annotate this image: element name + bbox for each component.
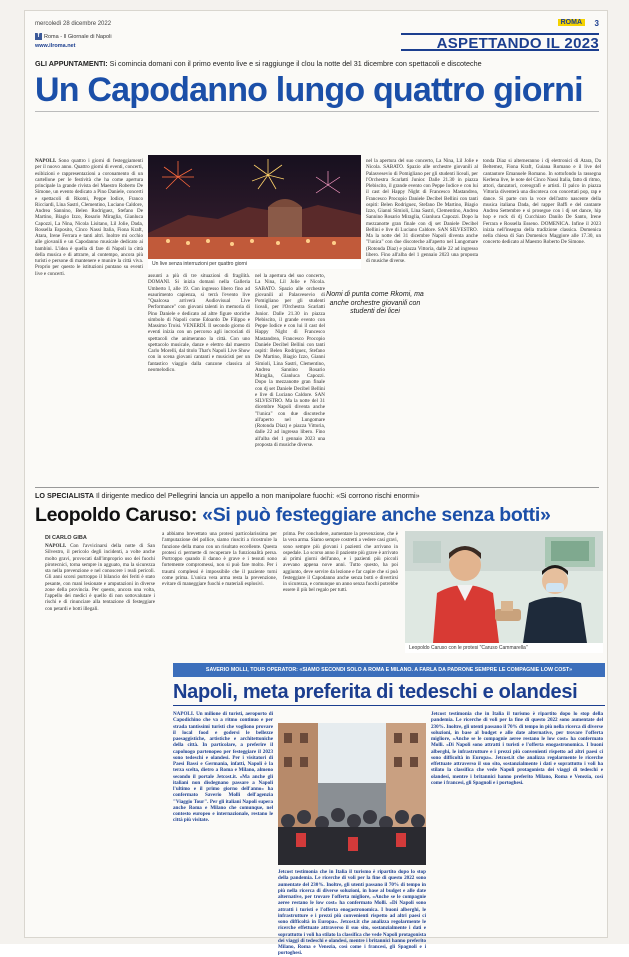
article1-column-3a: [255, 273, 325, 480]
article2-kicker-label: LO SPECIALISTA: [35, 491, 94, 500]
article2-headline: [35, 502, 551, 528]
fireworks-image: [148, 155, 361, 259]
facebook-icon: f: [35, 33, 42, 40]
article2-photo: [405, 531, 603, 643]
article3-dateline: NAPOLI.: [173, 711, 195, 717]
article3-column-2: [431, 711, 603, 933]
article3-column-1-text: Un milione di turisti, aeroporto di Capodichino che va a ritmo continuo e per strada tantissimi turisti che vogliono provare il local food e godersi le bellezze paesaggistiche, artistiche e architettoniche della città. In particolare, a preferire il capoluogo partenopeo per festeggiare il 2023 sono tedeschi e olandesi. Per i visitatori di Paesi Bassi e Germania, infatti, Napoli è la terza scelta, dietro a Roma e Milano, almeno secondo il portale Jetcost.it. «Ma anche gli italiani non disdegnano passare a Napoli l'ultimo e il primo giorno dell'anno» ha confermato Saverio Molli dell'agenzia "Viaggio Tour". Per gli italiani Napoli supera anche Roma e Milano che comunque, nel contesto europeo e internazionale, restano le città più visitate.: [173, 711, 273, 824]
article2-column-2-text: a abbiamo brevettato una protesi particolarissima per l'amputazione del pollice, siamo riusciti a ricostruire la funzione della mano con un risultato eccellente. Questa protesi ci permette di recuperare la funzionalità persa. Purtroppo quando il danno è grave e i tessuti sono fortemente compromessi, non si può fare molto. Per i traumi complessi è impossibile che il paziente torni come prima. L'unica vera arma resta la prevenzione, evitare di maneggiare fuochi e materiali esplosivi.: [162, 531, 277, 587]
article1-column-2: [148, 273, 250, 480]
city-label: ROMA: [558, 19, 585, 26]
article3-kicker-band: SAVERIO MOLLI, TOUR OPERATOR: «SIAMO SECONDI SOLO A ROMA E MILANO. A FARLA DA PADRONE SEMPRE LE COMPAGNIE LOW COST»: [173, 663, 605, 677]
doctor-portrait-image: [405, 531, 603, 643]
article1-kicker-label: GLI APPUNTAMENTI: [35, 59, 106, 68]
page-header: [35, 19, 599, 31]
newspaper-page: [24, 10, 608, 957]
article2-kicker: [35, 491, 599, 500]
article3-headline: Napoli, meta preferita di tedeschi e olandesi: [173, 681, 578, 703]
article3-column-1: [173, 711, 273, 931]
article1-column-4: [366, 158, 478, 480]
article1-column-4-text: nel la apertura del suo concerto, La Nina, Lil Jolie e Nicola. SABATO. Spazio alle orchestre giovanili al Palasvesevio di Pomigliano per gli studenti liceali, per l'Orchestra Scarlatti Junior. Dalle 21.30 in piazza Plebiscito, il grande evento con Peppe Iodice e con lui il cast del Happy Night di Francesco Mastandrea, Francesco Procopio Daniele Decibel Bellini con tanti ospiti: Belen Rodriguez, Stefano De Martino, Biagio Izzo, Gianni Simioli, Lina Sastri, Clementino, Andrea Sannino Rosario Miraglia, Gianluca Capozzi. Dopo la mezzanotte gran finale con dj set Daniele Decibel Bellini e live di Luciano Caldore. SAN SILVESTRO. Ma la notte del 31 dicembre Napoli diventa anche "l'unica" con due discoteche all'aperto nel Lungomare (Rotonda Diaz) e piazza Vittoria, dalle 22 ad ingresso libero. Fino all'alba del 1 gennaio 2023 una proposta di musiche diverse.: [366, 158, 478, 264]
page-number: 3: [594, 19, 599, 28]
article1-column-1: [35, 158, 143, 480]
section-title: ASPETTANDO IL 2023: [436, 35, 599, 52]
article1-photo-caption: Un live senza interruzioni per quattro giorni: [148, 260, 361, 269]
article1-column-5: [483, 158, 601, 480]
article2-column-1: [45, 543, 155, 653]
article1-kicker: GLI APPUNTAMENTI: Si comincia domani con il primo evento live e si raggiunge il clou la notte del 31 dicembre con spettacoli e discoteche: [35, 59, 482, 68]
facebook-line[interactable]: [35, 33, 112, 40]
section-banner: [401, 33, 599, 51]
article3-column-2-text: Jetcost testimonia che in Italia il turismo è ripartito dopo lo stop della pandemia. Le ricerche di voli per la fine di questo 2022 sono aumentate del 230%. Inoltre, gli utenti passano il 70% di tempo in più nella ricerca di diverse soluzioni, in base al budget e alle date alternative, per trovare l'offerta migliore, «Anche se le compagnie aeree restano le low cost» ha confermato Molli. «Di Napoli sono attratti i turisti e l'offerta enogastronomica. I buoni alberghi, le infrastrutture e i prezzi più convenienti rispetto ad altri paesi ci sono difficoltà in Europa». Jetcost.it che analizza regolarmente le ricerche effettuate attraverso il suo sito, sostanzialmente i dati e soprattutto i voli ha stilato la classifica che vede Napoli protagonista dei viaggi di tedeschi e olandesi, mentre i britannici hanno preferito Milano, Roma e Venezia, così come i francesi, gli Spagnoli e i portoghesi.: [431, 711, 603, 786]
article2-kicker-text: Il dirigente medico del Pellegrini lancia un appello a non manipolare fuochi: «Si corrono rischi enormi»: [95, 491, 420, 500]
article2-headline-name: Leopoldo Caruso:: [35, 504, 198, 526]
divider: [35, 111, 599, 112]
article2-column-3-text: prima. Per concludere, aumentare la prevenzione, che è la vera arma. Siamo sempre costretti a vedere casi gravi, sono sempre più giovani i pazienti che arrivano in ospedale. Lo scorso anno il paziente più grave è arrivato ai primi giorni dell'anno, e i pazienti più piccoli avevano appena nove anni. Tutto questo, ha poi aggiunto, deve servire da lezione e far capire che si può festeggiare il Capodanno anche senza botti e divertirsi in sicurezza, e comunque un anno senza fuochi potrebbe essere il più bel regalo per tutti.: [283, 531, 398, 594]
divider: [35, 487, 599, 488]
article3-column-3-text: Jetcost testimonia che in Italia il turismo è ripartito dopo lo stop della pandemia. Le ricerche di voli per la fine di questo 2022 sono aumentate del 230%. Inoltre, gli utenti passano il 70% di tempo in più nella ricerca di diverse soluzioni, in base al budget e alle date alternative, per trovare l'offerta migliore, «Anche se le compagnie aeree restano le low cost» ha confermato Molli. «Di Napoli sono attratti i turisti e l'offerta enogastronomica. I buoni alberghi, le infrastrutture e i prezzi più convenienti rispetto ad altri paesi ci sono difficoltà in Europa». Jetcost.it che analizza regolarmente le ricerche effettuate attraverso il suo sito, sostanzialmente i dati e soprattutto i voli ha stilato la classifica che vede Napoli protagonista dei viaggi di tedeschi e olandesi, mentre i britannici hanno preferito Milano, Roma e Venezia, così come i francesi, gli Spagnoli e i portoghesi.: [278, 869, 426, 957]
article1-dateline: NAPOLI.: [35, 158, 57, 164]
divider: [173, 705, 605, 706]
article2-dateline: NAPOLI.: [45, 543, 67, 549]
article1-column-3-text: nel la apertura del suo concerto, La Nina, Lil Jolie e Nicola. SABATO. Spazio alle orchestre giovanili al Palasvesevio di Pomigliano per gli studenti liceali, per l'Orchestra Scarlatti Junior. Dalle 21.30 in piazza Plebiscito, il grande evento con Peppe Iodice e con lui il cast del Happy Night di Francesco Mastandrea, Francesco Procopio Daniele Decibel Bellini con tanti ospiti: Belen Rodriguez, Stefano De Martino, Biagio Izzo, Gianni Simioli, Lina Sastri, Clementino, Andrea Sannino Rosario Miraglia, Gianluca Capozzi. Dopo la mezzanotte gran finale con dj set Daniele Decibel Bellini e live di Luciano Caldore. SAN SILVESTRO. Ma la notte del 31 dicembre Napoli diventa anche "l'unica" con due discoteche all'aperto nel Lungomare (Rotonda Diaz) e piazza Vittoria, dalle 22 ad ingresso libero. Fino all'alba del 1 gennaio 2023 una proposta di musiche diverse.: [255, 273, 325, 448]
article1-column-1-text: Sono quattro i giorni di festeggiamenti per il nuovo anno. Quattro giorni di eventi, concerti, esibizioni e rappresentazioni a coronamento di un cartellone per le festività che ha come apertura principale la grande rivista del Maestro Roberto De Simone, un evento dedicato a Pino Daniele, concerti e spettacoli di Rkomi, Peppe Iodice, Franco Ricciardi, Lina Sastri, Clementino, Luciano Caldore, Andrea Sannino, Belen Rodriguez, Stefano De Martino, Biagio Izzo, Rosario Miraglia, Gianluca Capozzi, La Nina, Nicola Lisitano, Lil Jolie, Dada, Rossella Esposito, Cinco Nassi Italia, Fiona Kraft, Atara, Irene Ferrara e tanti altri. Inoltre mi occhio alle giovanili e un Capodanno musicale dedicato ai bambini. L'idea è quella di fare di Napoli la città della musica e di attrarre, al contempo, ancora più turisti e persone di mantenere e munire la città viva. Proprio per questo le istituzioni puntano su eventi live e concerti.: [35, 158, 143, 277]
article2-byline: DI CARLO GIBA: [45, 535, 87, 541]
article3-column-3: [278, 869, 426, 957]
issue-date: mercoledì 28 dicembre 2022: [35, 21, 112, 27]
article1-kicker-text: Si comincia domani con il primo evento live e si raggiunge il clou la notte del 31 dicembre con spettacoli e discoteche: [109, 59, 482, 68]
article3-photo: [278, 723, 426, 865]
crowded-street-image: [278, 723, 426, 865]
website-link[interactable]: www.ilroma.net: [35, 43, 76, 49]
article1-headline: Un Capodanno lungo quattro giorni: [35, 71, 583, 109]
article2-column-3: [283, 531, 398, 651]
article1-photo: [148, 155, 361, 259]
article1-pull-quote: Nomi di punta come Rkomi, ma anche orchestre giovanili con studenti dei licei: [326, 291, 424, 315]
article1-column-5-text: tonda Diaz si alterneranno i dj elettronici di Atara, Da Beltemez, Fiona Kraft, Guiana Romano e il live del cantautore Emanuele Romano. In sottofondo la rassegna Kerlena live, le note del Cinco Nassi Italia, fatto di ritmo, attori, danzatori, coreografi e artisti. Il palco in piazza Vittoria diventerà una discoteca con concertati pop, rap e dance. Si parte con la voce dell'astro nascente della musica italiana Dada, del rapper Baffi e del cantante Andrea Settembre e si prosegue con i dj set dance, hip hop e rock di dj Cucchiaro Danilo De Santo, Irene Ferrara e Rossella Esseno. DOMENICA. Infine il 2023 inizia nell'insegna della tradizione classica. Domenica nella chiesa di San Domenico Maggiore alle 17.30, un concerto dedicato al Maestro Roberto De Simone.: [483, 158, 601, 246]
facebook-page-name: Roma - Il Giornale di Napoli: [44, 33, 112, 40]
article2-column-2: [162, 531, 277, 651]
article1-column-2-text: assunti a più di tre situazioni di fragilità. DOMANI. Si inizia domani nella Galleria Umberto I, alle 19. Con ingresso libero fino ad esaurimento capienza, si terrà l'evento live "Qualcosa arriverà Audiovisual Live Performance" con giovani talenti in memoria di Pino Daniele e dedicato ad altre figure storiche simbolo di Napoli come Edoardo De Filippo e Massimo Troisi. VENERDÌ. Il secondo giorno di eventi inizia con un percorso agli incrociati di spettacoli che animeranno la città. Con uno spettacolo musicale, danze e elettro dal maestro Carlo Morelli, dal titolo That's Napoli Live Show con in scena giovani cantanti e musicisti per un fantastico viaggio dalla canzone classica al neomelodico.: [148, 273, 250, 373]
article2-column-1-text: Con l'avvicinarsi della notte di San Silvestro, il pericolo degli incidenti, a volte anche molto gravi, provocati dall'improprio uso dei fuochi pirotecnici, torna sempre in agguato, ma la sicurezza sta nella prevenzione e nel conoscere i reali pericoli. Gli anni scorsi purtroppo il bilancio dei feriti è stato pesante, con mani lesionate e amputazioni in diverse zone della provincia. Per questo, ancora una volta, l'appello dei medici è quello di non sottovalutare i rischi e di rinunciare alla tentazione di festeggiare con petardi e botti illegali.: [45, 543, 155, 612]
article2-headline-quote: «Si può festeggiare anche senza botti»: [202, 504, 551, 526]
article2-photo-caption: Leopoldo Caruso con le protesi "Caruso Cammarella": [405, 643, 603, 653]
